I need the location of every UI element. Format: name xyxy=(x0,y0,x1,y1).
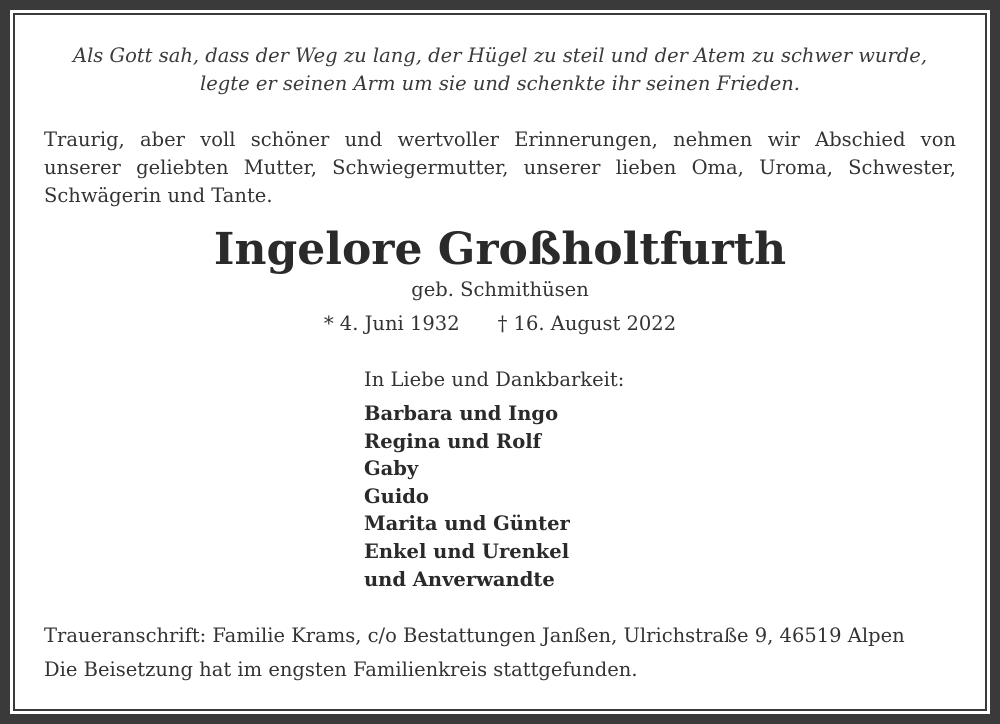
intro-line-1: Traurig, aber voll schöner und wertvoller Erinnerungen, nehmen wir Abschied von xyxy=(44,128,956,151)
mourner-name: Enkel und Urenkel xyxy=(364,539,570,563)
mourning-address: Traueranschrift: Familie Krams, c/o Bestattungen Janßen, Ulrichstraße 9, 46519 Alpen xyxy=(44,624,905,647)
deceased-name: Ingelore Großholtfurth xyxy=(213,224,787,275)
mourner-name: Regina und Rolf xyxy=(364,429,542,453)
burial-note: Die Beisetzung hat im engsten Familienkreis stattgefunden. xyxy=(44,658,638,681)
mourners-heading: In Liebe und Dankbarkeit: xyxy=(364,368,625,391)
birth-date: * 4. Juni 1932 xyxy=(323,312,460,335)
poem-line-1: Als Gott sah, dass der Weg zu lang, der Hügel zu steil und der Atem zu schwer wurde, xyxy=(72,44,928,67)
mourner-name: Marita und Günter xyxy=(364,512,570,536)
poem-verse xyxy=(30,42,970,98)
intro-line-3: Schwägerin und Tante. xyxy=(44,184,273,207)
poem-line-2: legte er seinen Arm um sie und schenkte ihr seinen Frieden. xyxy=(200,72,800,95)
intro-paragraph xyxy=(44,126,956,210)
life-dates xyxy=(0,310,1000,338)
mourner-name: Barbara und Ingo xyxy=(364,402,559,425)
birth-name: geb. Schmithüsen xyxy=(411,278,589,301)
death-date: † 16. August 2022 xyxy=(497,312,677,335)
mourner-name: und Anverwandte xyxy=(364,567,555,591)
obituary-border-inner xyxy=(13,13,987,711)
mourner-name: Guido xyxy=(364,484,429,508)
intro-line-2: unserer geliebten Mutter, Schwiegermutter, unserer lieben Oma, Uroma, Schwester, xyxy=(44,156,956,179)
mourner-name: Gaby xyxy=(364,457,419,481)
mourners-list xyxy=(364,400,570,593)
